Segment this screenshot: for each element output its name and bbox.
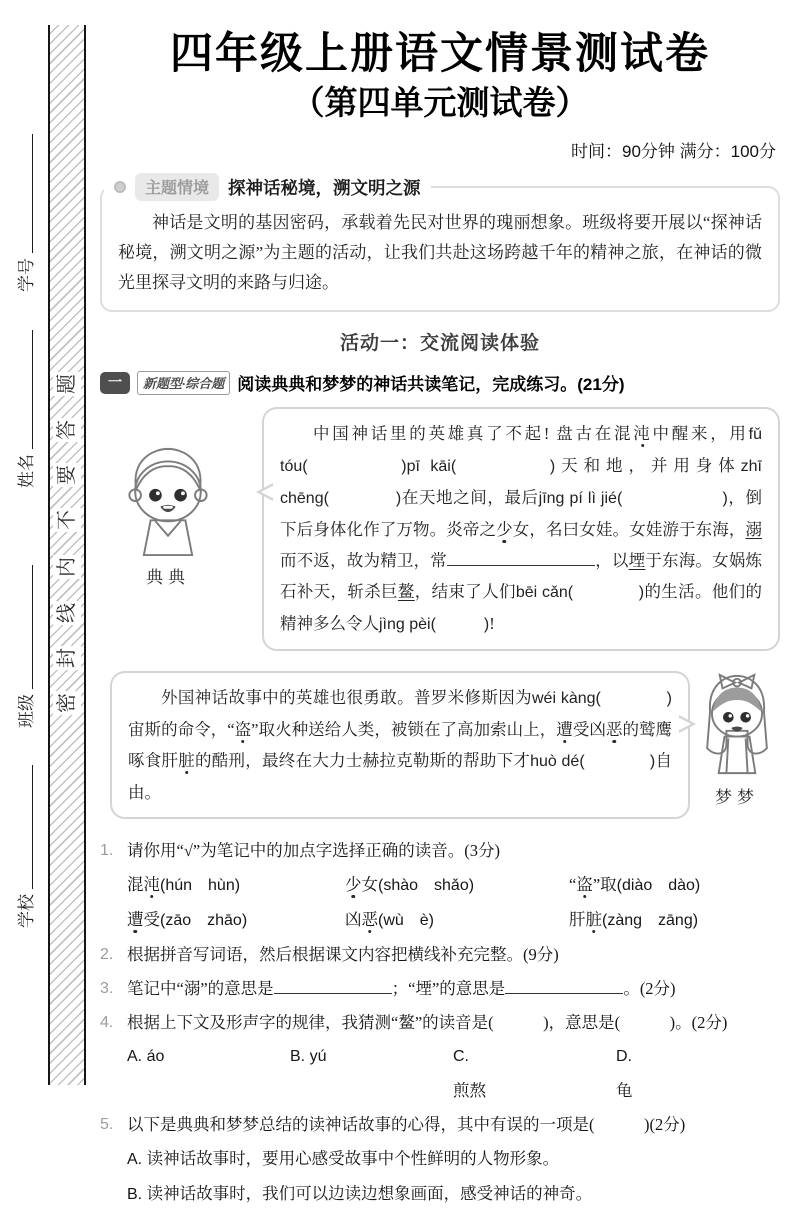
- seal-char: 题: [53, 372, 81, 396]
- seal-char: 答: [53, 418, 81, 442]
- write-in-line: [30, 765, 33, 889]
- sidebar-field-student-number: [12, 134, 37, 292]
- section-number-marker: 一: [100, 372, 130, 394]
- question-number: 5.: [100, 1116, 114, 1134]
- girl-avatar-illustration: [696, 673, 778, 777]
- seal-char: 要: [53, 463, 81, 487]
- page-subtitle: （第四单元测试卷）: [291, 84, 589, 122]
- choice-item: D. 龟: [616, 1048, 633, 1101]
- option-item: 遭受(zāo zhāo): [127, 910, 248, 930]
- write-in-line: [30, 134, 33, 253]
- sidebar-field-school: [12, 765, 37, 928]
- section-title: 阅读典典和梦梦的神话共读笔记，完成练习。(21分): [237, 375, 625, 395]
- seal-char: 不: [53, 508, 81, 532]
- choice-item: B. yú: [290, 1048, 327, 1066]
- question-2: [100, 938, 780, 972]
- speech-bubble-diandian: 中国神话里的英雄真了不起! 盘古在混沌中醒来，用fǔ tóu( )pī kāi( )天和地，并用身体zhī chēng( )在天地之间，最后jīng pí lì jié( )，倒下后身体化作了万物。炎帝之少女，名曰女娃。女娃游于东海，溺而不返，故为精卫，常 ，以堙于东海。女娲炼石补天，斩杀巨鳌，结束了人们bēi cǎn( )的生活。他们的精神多么令人jìng pèi( )!: [262, 407, 780, 651]
- dialog-row-diandian: [100, 407, 780, 651]
- choice-line-b: B. 读神话故事时，我们可以边读边想象画面，感受神话的神奇。: [127, 1184, 593, 1204]
- new-question-type-badge: 新题型·综合题: [137, 371, 230, 395]
- choice-row: [127, 1040, 780, 1108]
- paper-main-column: [100, 0, 780, 1212]
- speaker-name: 典典: [146, 568, 190, 588]
- question-text: 根据拼音写词语，然后根据课文内容把横线补充完整。(9分): [127, 945, 559, 965]
- field-label: 班级: [17, 694, 36, 728]
- speech-bubble-mengmeng: 外国神话故事中的英雄也很勇敢。普罗米修斯因为wéi kàng( )宙斯的命令，“盗”取火种送给人类，被锁在了高加索山上，遭受凶恶的鹫鹰啄食肝脏的酷刑，最终在大力士赫拉克勒斯的帮助下才huò dé( )自由。: [110, 671, 690, 819]
- field-label: 学号: [17, 258, 36, 292]
- avatar-mengmeng: [694, 673, 780, 808]
- option-item: 混沌(hún hùn): [127, 875, 241, 895]
- option-item: 凶恶(wù è): [345, 910, 435, 930]
- seal-line-strip: [48, 25, 86, 1085]
- pronunciation-row: [127, 868, 780, 903]
- sidebar-field-name: [12, 330, 37, 488]
- seal-char: 密: [53, 691, 81, 715]
- bullet-icon: [114, 181, 126, 193]
- exam-meta: 时间：90分钟 满分：100分: [571, 142, 776, 162]
- option-item: 肝脏(zàng zāng): [569, 910, 699, 930]
- avatar-diandian: [118, 445, 218, 588]
- field-label: 学校: [17, 894, 36, 928]
- theme-title: 探神话秘境，溯文明之源: [228, 177, 421, 198]
- option-item: “盗”取(diào dào): [569, 875, 701, 895]
- question-4: [100, 1006, 780, 1108]
- write-in-line: [30, 330, 33, 449]
- write-in-line: [30, 565, 33, 689]
- question-3: [100, 972, 780, 1006]
- section-header: [100, 370, 780, 395]
- question-5: [100, 1108, 780, 1212]
- question-number: 2.: [100, 946, 114, 964]
- choice-line-a: A. 读神话故事时，要用心感受故事中个性鲜明的人物形象。: [127, 1149, 560, 1169]
- seal-char: 封: [53, 646, 81, 670]
- choice-item: A. áo: [127, 1048, 165, 1066]
- question-number: 1.: [100, 842, 114, 860]
- speaker-name: 梦梦: [715, 788, 759, 808]
- page-title: 四年级上册语文情景测试卷: [170, 30, 710, 78]
- question-1: [100, 834, 780, 938]
- field-label: 姓名: [17, 454, 36, 488]
- seal-char: 内: [53, 555, 81, 579]
- question-number: 3.: [100, 980, 114, 998]
- question-list: [100, 834, 780, 1212]
- choice-item: C. 煎熬: [453, 1048, 486, 1101]
- theme-context-box: [100, 177, 780, 312]
- question-text: 以下是典典和梦梦总结的读神话故事的心得，其中有误的一项是( )(2分): [127, 1115, 686, 1135]
- question-text: 请你用“√”为笔记中的加点字选择正确的读音。(3分): [127, 841, 500, 861]
- theme-header: [104, 173, 431, 201]
- dialog-row-mengmeng: [100, 671, 780, 819]
- question-text: 根据上下文及形声字的规律，我猜测“鳌”的读音是( )，意思是( )。(2分): [127, 1013, 728, 1033]
- theme-badge: 主题情境: [135, 173, 219, 201]
- option-item: 少女(shào shǎo): [345, 875, 475, 895]
- seal-char: 线: [53, 601, 81, 625]
- boy-avatar-illustration: [120, 445, 216, 557]
- pronunciation-row: [127, 903, 780, 938]
- theme-body-text: 神话是文明的基因密码，承载着先民对世界的瑰丽想象。班级将要开展以“探神话秘境，溯文明之源”为主题的活动，让我们共赴这场跨越千年的精神之旅，在神话的微光里探寻文明的来路与归途。: [118, 213, 762, 293]
- activity-title: 活动一：交流阅读体验: [339, 333, 540, 355]
- question-number: 4.: [100, 1014, 114, 1032]
- sidebar-field-class: [12, 565, 37, 728]
- question-text: 笔记中“溺”的意思是 ；“堙”的意思是 。(2分): [127, 972, 780, 1006]
